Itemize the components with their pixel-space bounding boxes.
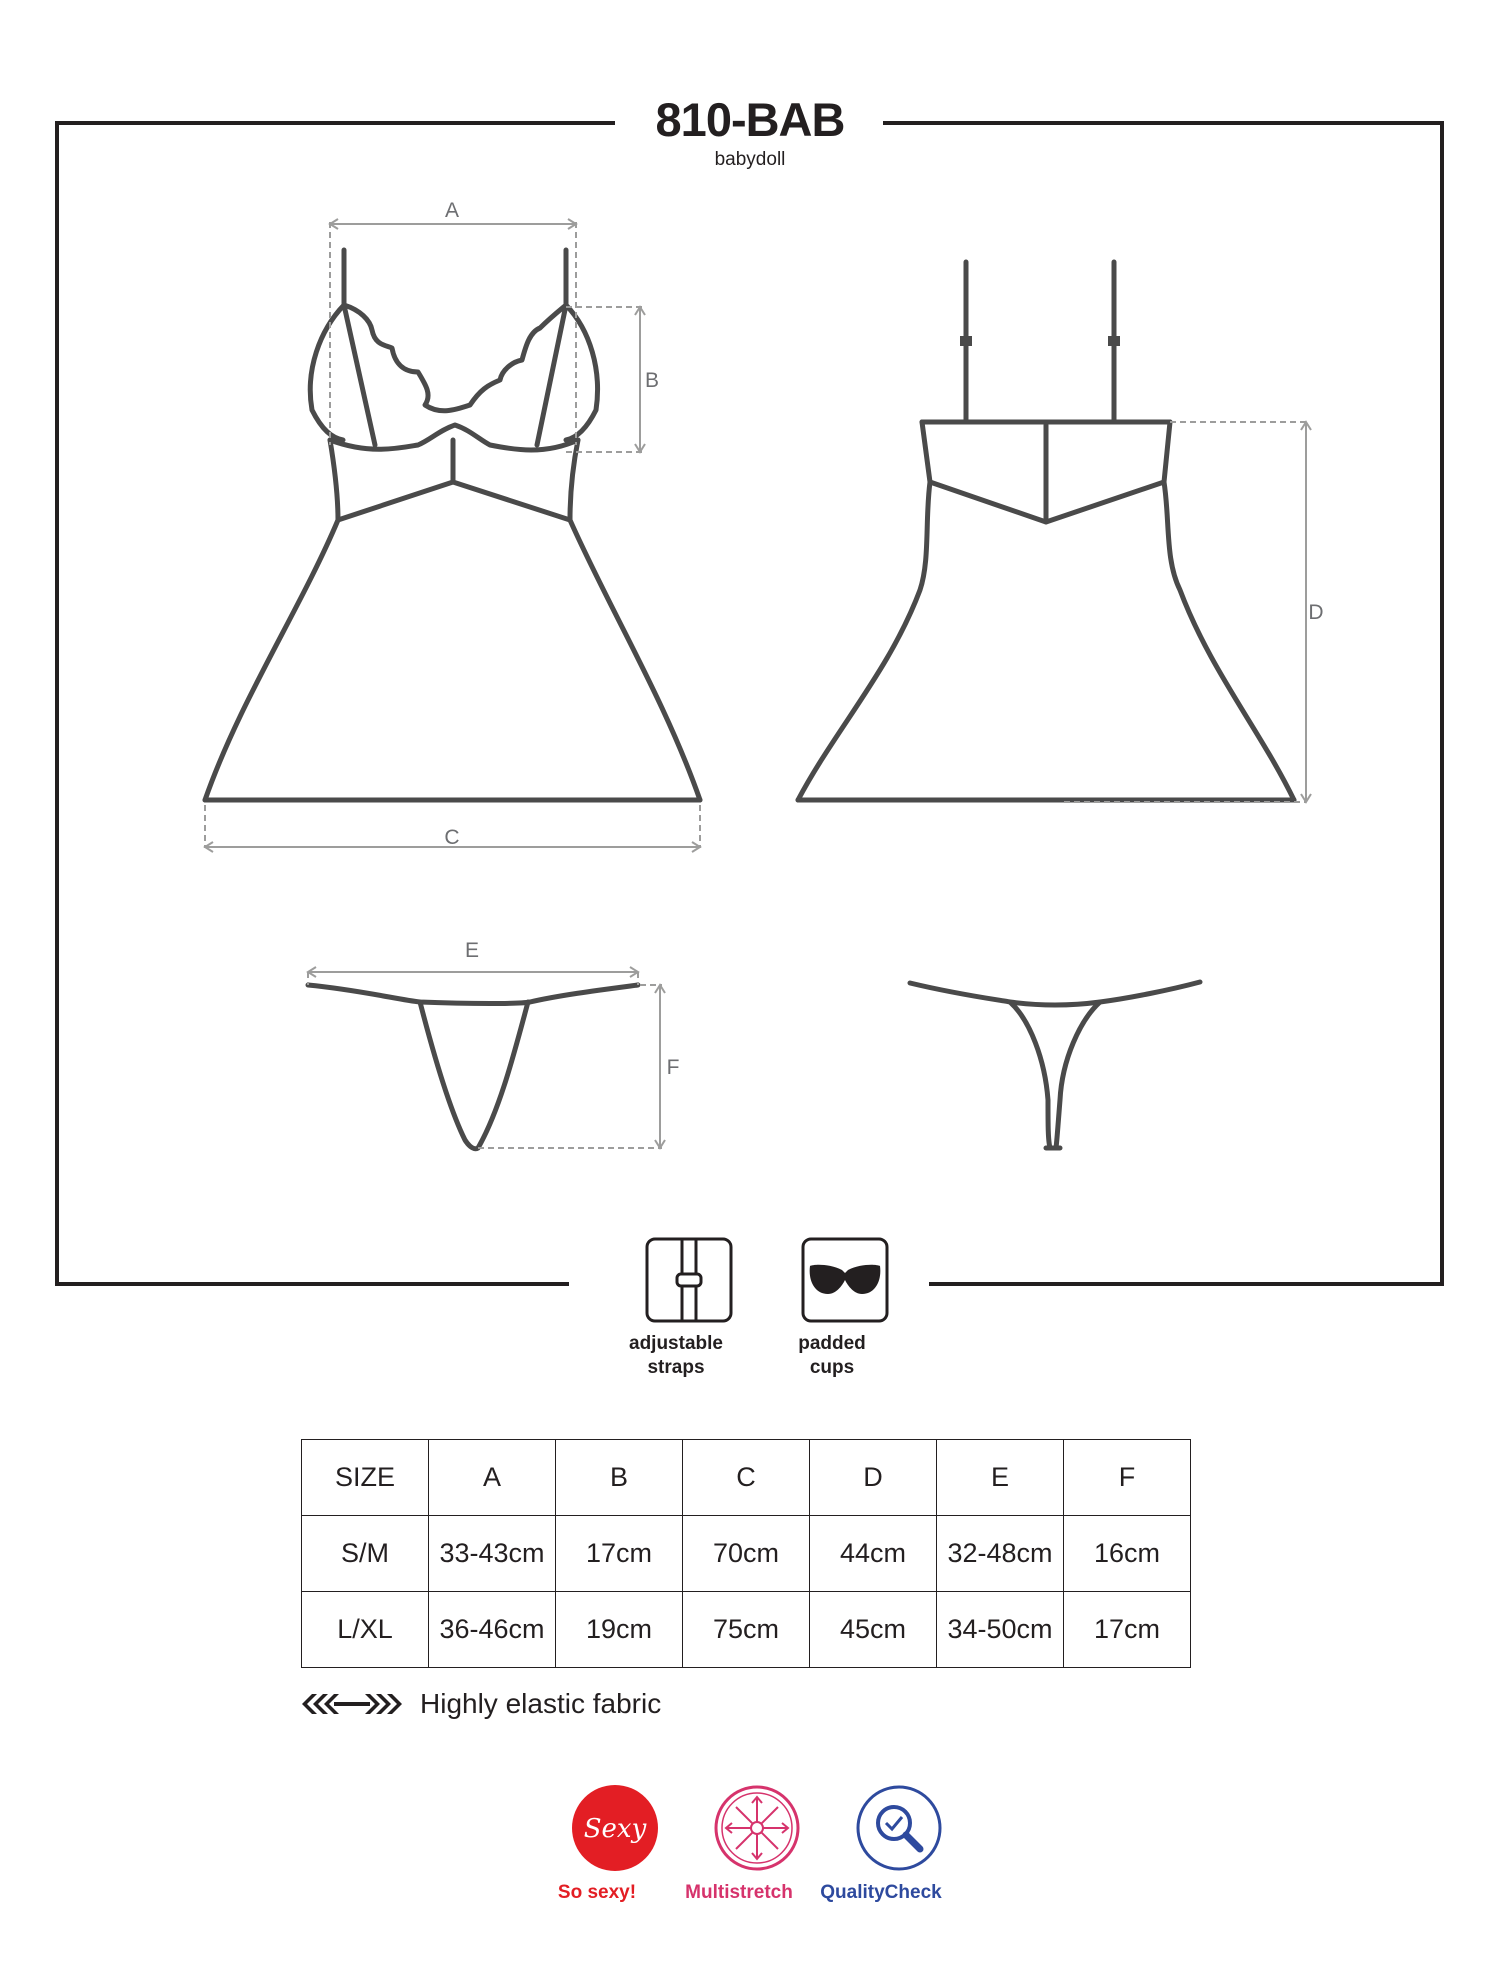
badge-so-sexy-label: So sexy! [557, 1882, 637, 1903]
dimension-lines [205, 222, 1306, 1148]
size-table-cell: 34-50cm [937, 1592, 1064, 1668]
padded-cups-icon [800, 1236, 890, 1324]
size-table-header: E [937, 1440, 1064, 1516]
size-table-cell: 75cm [683, 1592, 810, 1668]
badge-multistretch-label: Multistretch [685, 1882, 793, 1903]
dimension-label-b: B [644, 369, 660, 392]
sexy-badge-icon [570, 1783, 660, 1873]
table-row [302, 1516, 1191, 1592]
size-table-cell: 36-46cm [429, 1592, 556, 1668]
thong-front-drawing [308, 985, 638, 1149]
size-table-cell: S/M [302, 1516, 429, 1592]
dimension-arrows [205, 219, 1311, 1148]
size-table-cell: L/XL [302, 1592, 429, 1668]
size-table-header: SIZE [302, 1440, 429, 1516]
size-table-cell: 32-48cm [937, 1516, 1064, 1592]
size-table-header: A [429, 1440, 556, 1516]
babydoll-back-drawing [798, 262, 1294, 800]
elastic-note [300, 1687, 661, 1721]
size-table-cell: 19cm [556, 1592, 683, 1668]
size-table-cell: 17cm [556, 1516, 683, 1592]
feature-label-line: cups [809, 1357, 855, 1378]
feature-padded-cups [762, 1236, 902, 1329]
feature-label-line: straps [647, 1357, 705, 1378]
babydoll-front-drawing [205, 250, 700, 800]
size-table [301, 1439, 1191, 1668]
elastic-note-text: Highly elastic fabric [420, 1688, 662, 1719]
size-table-cell: 33-43cm [429, 1516, 556, 1592]
feature-label-line: padded [798, 1333, 866, 1354]
dimension-label-f: F [666, 1056, 680, 1079]
stretch-arrows-icon [300, 1691, 404, 1717]
size-table-cell: 17cm [1064, 1592, 1191, 1668]
size-table-header: D [810, 1440, 937, 1516]
thong-back-drawing [910, 982, 1200, 1148]
qualitycheck-badge-icon [854, 1783, 944, 1873]
size-table-header: B [556, 1440, 683, 1516]
feature-padded-cups-label [752, 1332, 912, 1380]
size-table-cell: 70cm [683, 1516, 810, 1592]
adjustable-straps-icon [644, 1236, 734, 1324]
product-type: babydoll [714, 149, 786, 170]
dimension-label-a: A [444, 199, 460, 222]
badge-quality-check-label: QualityCheck [820, 1882, 942, 1903]
dimension-label-e: E [464, 939, 480, 962]
feature-adjustable-straps-label [596, 1332, 756, 1380]
size-table-header: F [1064, 1440, 1191, 1516]
size-table-cell: 16cm [1064, 1516, 1191, 1592]
size-table-cell: 45cm [810, 1592, 937, 1668]
sexy-badge-text: Sexy [583, 1814, 646, 1844]
size-table-header-row [302, 1440, 1191, 1516]
feature-adjustable-straps [606, 1236, 746, 1329]
feature-label-line: adjustable [629, 1333, 723, 1354]
multistretch-badge-icon [712, 1783, 802, 1873]
badge-so-sexy [517, 1783, 677, 1878]
size-table-header: C [683, 1440, 810, 1516]
size-table-cell: 44cm [810, 1516, 937, 1592]
dimension-label-c: C [444, 826, 460, 849]
badge-multistretch [659, 1783, 819, 1878]
badge-quality-check [801, 1783, 961, 1878]
dimension-label-d: D [1308, 601, 1324, 624]
model-title: 810-BAB [655, 93, 845, 146]
table-row [302, 1592, 1191, 1668]
